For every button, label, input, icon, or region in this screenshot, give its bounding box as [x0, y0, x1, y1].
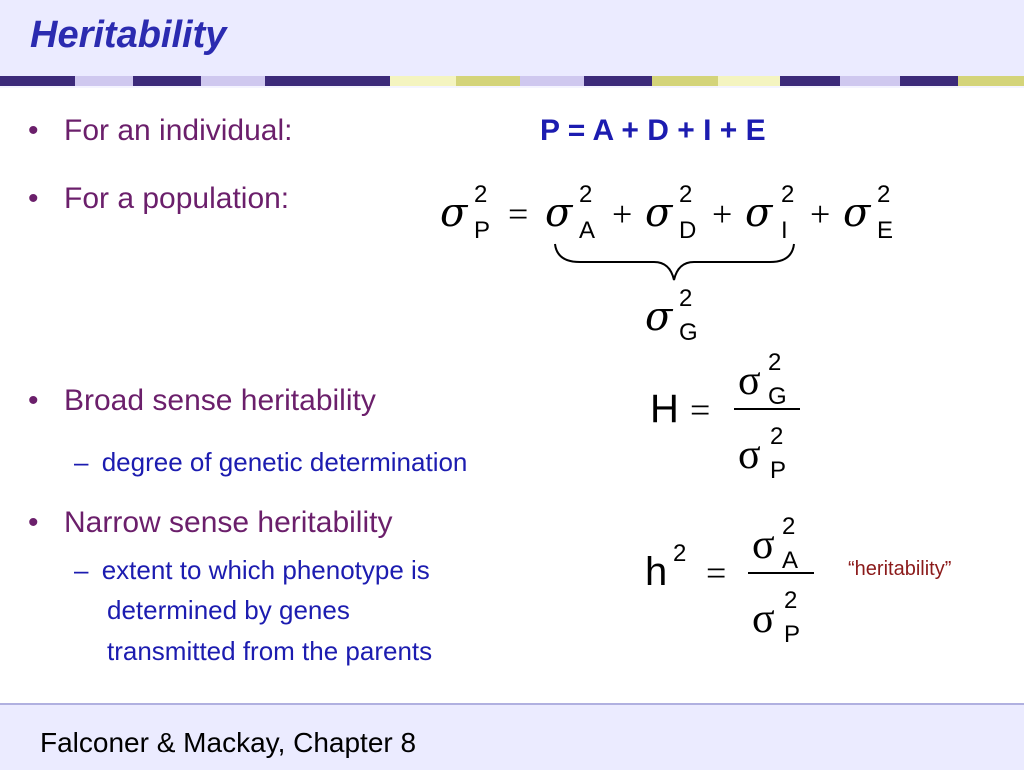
bullet-marker: •	[28, 182, 39, 215]
sigma-e: σ	[843, 190, 871, 236]
svg-text:+: +	[612, 194, 633, 234]
svg-text:G: G	[768, 383, 787, 410]
svg-text:2: 2	[782, 513, 796, 540]
equation-population	[440, 181, 893, 244]
svg-text:σ: σ	[645, 294, 673, 340]
svg-text:G: G	[679, 319, 698, 346]
equation-narrow-sense	[645, 513, 814, 648]
footer-citation: Falconer & Mackay, Chapter 8	[40, 727, 417, 758]
svg-text:P: P	[474, 217, 491, 244]
svg-text:2: 2	[679, 181, 693, 208]
sigma-d: σ	[645, 190, 673, 236]
svg-text:2: 2	[770, 423, 784, 450]
bullet-text: For an individual:	[64, 114, 293, 147]
svg-text:A: A	[782, 547, 799, 574]
subbullet-dash: –	[74, 447, 89, 477]
svg-text:2: 2	[784, 587, 798, 614]
subbullet-text-line2: determined by genes	[107, 595, 350, 625]
subbullet-text-line1: extent to which phenotype is	[101, 555, 430, 585]
svg-text:2: 2	[579, 181, 593, 208]
svg-text:σ: σ	[752, 596, 775, 642]
equation-genetic-variance	[645, 285, 698, 346]
underbrace	[555, 244, 794, 280]
svg-text:E: E	[877, 217, 894, 244]
svg-text:2: 2	[877, 181, 891, 208]
svg-text:σ: σ	[738, 432, 761, 478]
svg-text:P: P	[770, 457, 787, 484]
equation-broad-sense	[650, 349, 800, 484]
bullet-marker: •	[28, 384, 39, 417]
bullet-text: For a population:	[64, 182, 290, 215]
svg-text:+: +	[712, 194, 733, 234]
subbullet-text: degree of genetic determination	[101, 447, 468, 477]
svg-text:+: +	[810, 194, 831, 234]
svg-text:2: 2	[781, 181, 795, 208]
svg-text:=: =	[690, 390, 711, 430]
svg-text:2: 2	[474, 181, 488, 208]
svg-text:A: A	[579, 217, 596, 244]
svg-text:h: h	[645, 550, 668, 594]
slide-footer	[0, 703, 1024, 770]
svg-text:=: =	[706, 553, 727, 593]
svg-text:σ: σ	[752, 522, 775, 568]
sigma-a: σ	[545, 190, 573, 236]
svg-text:2: 2	[673, 540, 687, 567]
equation-individual: P = A + D + I + E	[540, 114, 766, 147]
svg-text:D: D	[679, 217, 697, 244]
svg-text:=: =	[508, 194, 529, 234]
slide-title: Heritability	[30, 14, 227, 56]
svg-text:2: 2	[768, 349, 782, 376]
bullet-text: Narrow sense heritability	[64, 506, 393, 539]
sigma-p: σ	[440, 190, 468, 236]
bullet-text: Broad sense heritability	[64, 384, 376, 417]
sigma-i: σ	[745, 190, 773, 236]
svg-text:H: H	[650, 387, 679, 431]
subbullet-text-line3: transmitted from the parents	[107, 636, 433, 666]
svg-text:P: P	[784, 621, 801, 648]
svg-text:I: I	[781, 217, 788, 244]
svg-text:σ: σ	[738, 358, 761, 404]
bullet-marker: •	[28, 114, 39, 147]
subbullet-dash: –	[74, 555, 89, 585]
bullet-marker: •	[28, 506, 39, 539]
svg-text:2: 2	[679, 285, 693, 312]
heritability-label: “heritability”	[848, 558, 952, 580]
